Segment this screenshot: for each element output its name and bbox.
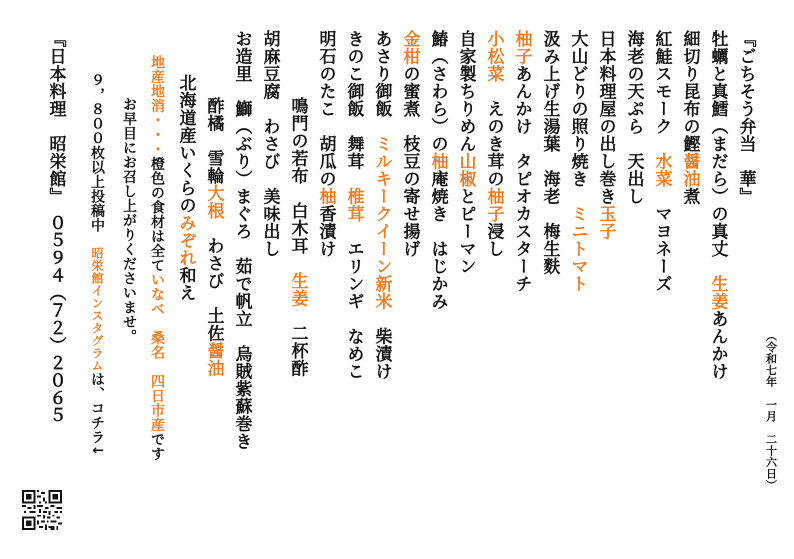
menu-text: 鰆（さわら）の <box>427 30 448 153</box>
menu-text: 『ごちそう弁当 華』 <box>735 30 756 205</box>
menu-text: の蜜煮 枝豆の寄せ揚げ <box>399 65 420 258</box>
qr-code[interactable] <box>22 490 62 530</box>
local-ingredient-text: 大根 <box>203 184 224 220</box>
menu-text: 紅鮭スモーク <box>651 30 672 153</box>
menu-line <box>681 30 698 205</box>
local-ingredient-text: 小松菜 <box>483 30 504 83</box>
menu-text: 牡蠣と真鱈（まだら）の真丈 <box>707 30 728 275</box>
menu-text: 北海道産いくらの <box>175 74 196 214</box>
local-ingredient-text: ミニトマト <box>567 205 588 293</box>
local-ingredient-text: 地産地消・・・ <box>149 55 165 157</box>
menu-text: 二杯酢 <box>287 307 308 377</box>
menu-line <box>261 30 278 258</box>
menu-line <box>373 30 390 380</box>
local-ingredient-text: 醤油 <box>679 152 700 188</box>
local-ingredient-text: 昭栄館インスタグラム <box>90 247 104 372</box>
menu-text: 柴漬け <box>371 310 392 380</box>
local-ingredient-text: 醤油 <box>203 342 224 377</box>
menu-line <box>597 30 614 240</box>
menu-line <box>541 30 558 275</box>
local-ingredient-text: 生姜 <box>707 275 728 310</box>
local-ingredient-text: みぞれ <box>175 214 196 267</box>
menu-text: お早目にお召し上がりくださいませ。 <box>121 97 137 344</box>
menu-text: 庵焼き はじかみ <box>427 170 448 310</box>
menu-line <box>625 30 642 205</box>
menu-text: あさり御飯 <box>371 30 392 135</box>
menu-line <box>177 74 194 302</box>
menu-text: 浸し <box>483 222 504 258</box>
menu-text: （令和七年 一月 二十六日） <box>764 330 778 491</box>
menu-text: えのき茸の <box>483 82 504 188</box>
menu-text: 細切り昆布の鰹 <box>679 30 700 153</box>
menu-text: 胡麻豆腐 わさび 美味出し <box>259 30 280 258</box>
menu-text: 汲み上げ生湯葉 海老 梅生麩 <box>539 30 560 275</box>
menu-text: 鳴門の若布 白木耳 <box>287 97 308 272</box>
menu-text: は、コチラ↓ <box>89 372 105 457</box>
menu-line <box>233 30 250 450</box>
menu-text: 明石のたこ 胡瓜の <box>315 30 336 188</box>
menu-line <box>737 30 754 205</box>
menu-text: 海老の天ぷら 天出し <box>623 30 644 205</box>
local-ingredient-text: 柚子 <box>483 187 504 223</box>
menu-text: 香漬け <box>315 205 336 258</box>
menu-text: ９，８００枚以上投稿中 <box>89 73 105 247</box>
menu-line <box>653 30 670 293</box>
menu-text: 煮 <box>679 187 700 205</box>
menu-line <box>345 30 362 380</box>
menu-line <box>90 73 104 457</box>
menu-text: エリンギ なめこ <box>343 222 364 380</box>
local-ingredient-text: いなべ 桑名 四日市産 <box>149 272 165 432</box>
menu-line <box>569 30 586 293</box>
menu-line <box>429 30 446 310</box>
menu-text: あんかけ <box>707 310 728 380</box>
menu-text: 『日本料理 昭栄館』 ０５９４（７２）２０６５ <box>45 30 66 424</box>
menu-text: 自家製ちりめん <box>455 30 476 153</box>
menu-line <box>401 30 418 258</box>
local-ingredient-text: 玉子 <box>595 205 616 240</box>
menu-line <box>513 30 530 293</box>
local-ingredient-text: ミルキークイーン新米 <box>371 135 392 310</box>
menu-text: あんかけ タピオカスターチ <box>511 65 532 293</box>
local-ingredient-text: 柚 <box>315 187 336 205</box>
menu-text: とピーマン <box>455 187 476 275</box>
menu-line <box>709 30 726 380</box>
local-ingredient-text: 山椒 <box>455 152 476 188</box>
menu-text: 酢橘 雪輪 <box>203 97 224 185</box>
menu-text: 橙色の食材は全て <box>149 156 165 273</box>
menu-line <box>289 97 306 377</box>
menu-line <box>205 97 222 377</box>
local-ingredient-text: 柚 <box>427 152 448 170</box>
menu-line <box>47 30 64 424</box>
menu-line <box>150 55 164 461</box>
menu-text: 和え <box>175 266 196 302</box>
menu-text: 日本料理屋の出し巻き <box>595 30 616 205</box>
menu-text: 大山どりの照り焼き <box>567 30 588 205</box>
menu-line <box>485 30 502 258</box>
menu-text: お造里 鰤（ぶり）まぐろ 茹で帆立 烏賊紫蘇巻き <box>231 30 252 450</box>
menu-line <box>766 330 777 491</box>
local-ingredient-text: 金柑 <box>399 30 420 65</box>
menu-line <box>317 30 334 258</box>
local-ingredient-text: 柚子 <box>511 30 532 65</box>
menu-text: マヨネーズ <box>651 187 672 293</box>
menu-text: きのこ御飯 舞茸 <box>343 30 364 188</box>
local-ingredient-text: 生姜 <box>287 272 308 307</box>
menu-line <box>457 30 474 275</box>
local-ingredient-text: 椎茸 <box>343 187 364 223</box>
menu-line <box>122 97 136 344</box>
local-ingredient-text: 水菜 <box>651 152 672 188</box>
menu-text: わさび 土佐 <box>203 219 224 342</box>
menu-text: です <box>149 432 165 461</box>
